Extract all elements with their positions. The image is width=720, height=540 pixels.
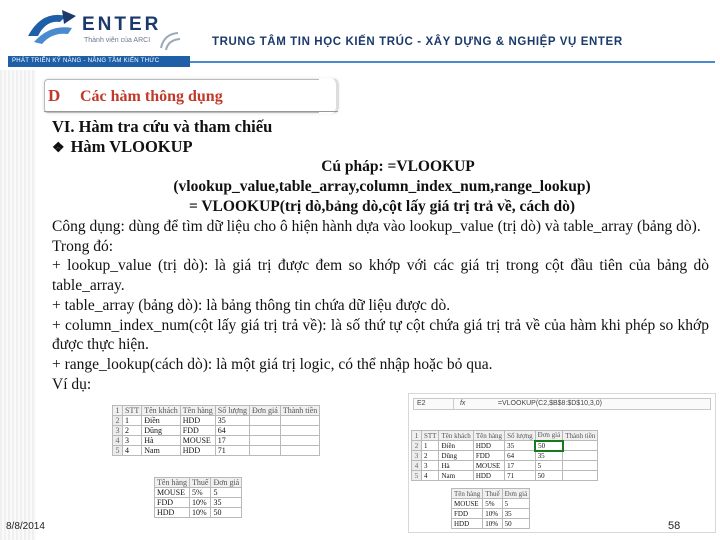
lookup-row xyxy=(452,519,530,529)
table-header-row: 1 STT Tên khách Tên hàng Số lượng Đơn giá Thành tiền xyxy=(412,431,598,441)
body-line: + table_array (bảng dò): là bảng thông tin chứa dữ liệu được dò. xyxy=(52,296,451,314)
syntax-line-3: = VLOOKUP(trị dò,bảng dò,cột lấy giá trị trả về, cách dò) xyxy=(188,198,576,215)
lookup-header-row xyxy=(155,478,242,488)
column-header: Tên hàng xyxy=(155,478,190,488)
formula-text: =VLOOKUP(C2,$B$8:$D$10,3,0) xyxy=(497,400,602,407)
table-row: 4 3 Hà MOUSE 17 xyxy=(113,436,320,446)
slide-header xyxy=(0,0,720,70)
lookup-row xyxy=(452,499,530,509)
table-cell: 3 xyxy=(123,436,142,446)
table-cell: HDD xyxy=(473,471,504,481)
table-cell: 1 xyxy=(123,416,142,426)
lookup-row xyxy=(452,509,530,519)
subheading xyxy=(52,137,193,157)
table-cell: MOUSE xyxy=(155,488,190,498)
body-line: + column_index_num(cột lấy giá trị trả về): là số thứ tự cột chứa giá trị trả về của hàm khi phép so khớp được thực hiện. xyxy=(52,316,709,354)
column-header: Thuế xyxy=(483,489,502,499)
column-header: Tên hàng xyxy=(180,406,215,416)
table-row: 2 1 Điền HDD 35 xyxy=(113,416,320,426)
column-header: Đơn giá xyxy=(250,406,281,416)
table-cell: 1 xyxy=(422,441,439,451)
table-cell: Dũng xyxy=(142,426,181,436)
table-cell: 35 xyxy=(502,509,530,519)
table-cell xyxy=(250,446,281,456)
body-text xyxy=(52,217,709,394)
table-cell xyxy=(280,426,319,436)
table-cell: 4 xyxy=(422,471,439,481)
column-header: STT xyxy=(422,431,439,441)
body-line: Trong đó: xyxy=(52,237,114,255)
lookup-header-row xyxy=(452,489,530,499)
table-cell: Hà xyxy=(439,461,473,471)
table-cell: 35 xyxy=(535,451,563,461)
heading: VI. Hàm tra cứu và tham chiếu xyxy=(52,117,273,136)
body-line: + range_lookup(cách dò): là một giá trị logic, có thể nhập hoặc bỏ qua. xyxy=(52,355,493,373)
lookup-row xyxy=(155,508,242,518)
table-cell: 2 xyxy=(422,451,439,461)
table-cell: 50 xyxy=(502,519,530,529)
table-cell: HDD xyxy=(473,441,504,451)
table-cell: 35 xyxy=(215,416,249,426)
table-cell: 10% xyxy=(483,519,502,529)
header-divider xyxy=(190,61,715,63)
syntax-line-1: Cú pháp: =VLOOKUP xyxy=(321,158,475,175)
table-cell: FDD xyxy=(180,426,215,436)
table-cell: 2 xyxy=(123,426,142,436)
table-cell: HDD xyxy=(452,519,483,529)
left-accent-stripe xyxy=(0,70,36,540)
table-cell: 5% xyxy=(190,488,211,498)
table-cell: MOUSE xyxy=(473,461,504,471)
table-cell: 50 xyxy=(535,471,563,481)
table-header-row: 1 STT Tên khách Tên hàng Số lượng Đơn giá Thành tiền xyxy=(113,406,320,416)
subheading-text: Hàm VLOOKUP xyxy=(70,137,193,156)
brand-name: ENTER xyxy=(82,14,162,35)
diamond-bullet-icon: ❖ xyxy=(52,141,65,156)
fx-icon: fx xyxy=(459,400,466,407)
table-cell: 10% xyxy=(483,509,502,519)
table-cell: 17 xyxy=(215,436,249,446)
table-cell: MOUSE xyxy=(180,436,215,446)
table-cell: 64 xyxy=(505,451,536,461)
table-cell: 35 xyxy=(505,441,536,451)
page-number: 58 xyxy=(668,520,681,532)
syntax-line-2: (vlookup_value,table_array,column_index_num,range_lookup) xyxy=(173,178,591,195)
column-header: Số lượng xyxy=(215,406,249,416)
table-cell: 5 xyxy=(535,461,563,471)
table-row: 3 2 Dũng FDD 64 xyxy=(113,426,320,436)
lookup-row xyxy=(155,498,242,508)
table-cell: Dũng xyxy=(439,451,473,461)
table-cell: 50 xyxy=(211,508,242,518)
table-cell: Nam xyxy=(439,471,473,481)
table-cell xyxy=(250,416,281,426)
table-cell: 50 xyxy=(535,441,563,451)
table-row: 5 4 Nam HDD 71 xyxy=(113,446,320,456)
table-cell xyxy=(563,441,598,451)
table-cell: 10% xyxy=(190,498,211,508)
table-cell: 10% xyxy=(190,508,211,518)
table-cell: MOUSE xyxy=(452,499,483,509)
table-cell xyxy=(280,436,319,446)
column-header: Thuế xyxy=(190,478,211,488)
table-cell: 5 xyxy=(502,499,530,509)
lookup-row xyxy=(155,488,242,498)
column-header: Tên hàng xyxy=(473,431,504,441)
table-cell: HDD xyxy=(180,446,215,456)
table-row: 5 4 Nam HDD 71 50 xyxy=(412,471,598,481)
body-line: Công dụng: dùng để tìm dữ liệu cho ô hiện hành dựa vào lookup_value (trị dò) và table_array (bảng dò). xyxy=(52,218,701,235)
column-header: STT xyxy=(123,406,142,416)
column-header: Thành tiền xyxy=(280,406,319,416)
table-cell xyxy=(563,471,598,481)
tagline-bar: PHÁT TRIỂN KỸ NĂNG - NÂNG TẦM KIẾN THỨC xyxy=(8,56,190,67)
column-header: Đơn giá xyxy=(502,489,530,499)
section-underline xyxy=(44,111,338,112)
table-cell xyxy=(280,446,319,456)
table-cell: 17 xyxy=(505,461,536,471)
table-cell: Hà xyxy=(142,436,181,446)
formula-bar xyxy=(413,398,711,410)
column-header: Đơn giá xyxy=(211,478,242,488)
table-cell: HDD xyxy=(180,416,215,426)
table-cell: 71 xyxy=(215,446,249,456)
arci-mark-icon xyxy=(158,30,184,52)
slide-date: 8/8/2014 xyxy=(6,521,45,532)
table-cell xyxy=(250,426,281,436)
table-row: 2 1 Điền HDD 35 50 xyxy=(412,441,598,451)
table-cell xyxy=(250,436,281,446)
column-header: Số lượng xyxy=(505,431,536,441)
table-cell: Điền xyxy=(439,441,473,451)
example-sheet-2 xyxy=(408,393,716,533)
section-title: Các hàm thông dụng xyxy=(80,88,223,105)
table-cell xyxy=(563,461,598,471)
table-cell: 5 xyxy=(211,488,242,498)
brand-subtitle: Thành viên của ARCI xyxy=(84,37,151,44)
column-header: Đơn giá xyxy=(535,431,563,441)
table-cell: 64 xyxy=(215,426,249,436)
table-cell: 4 xyxy=(123,446,142,456)
table-cell: FDD xyxy=(473,451,504,461)
center-name: TRUNG TÂM TIN HỌC KIẾN TRÚC - XÂY DỰNG & NGHIỆP VỤ ENTER xyxy=(212,36,623,48)
cell-reference: E2 xyxy=(414,399,454,409)
table-row: 4 3 Hà MOUSE 17 5 xyxy=(412,461,598,471)
logo-arrow-icon xyxy=(24,6,78,50)
column-header: Tên hàng xyxy=(452,489,483,499)
table-cell xyxy=(280,416,319,426)
table-cell: Điền xyxy=(142,416,181,426)
column-header: Thành tiền xyxy=(563,431,598,441)
body-line: + lookup_value (trị dò): là giá trị được đem so khớp với các giá trị trong cột đầu tiên của bảng dò table_array. xyxy=(52,257,709,295)
table-cell: 71 xyxy=(505,471,536,481)
table-cell: 5% xyxy=(483,499,502,509)
example-sheet-1 xyxy=(112,395,358,531)
table-cell: Nam xyxy=(142,446,181,456)
table-cell: HDD xyxy=(155,508,190,518)
table-cell: 35 xyxy=(211,498,242,508)
table-cell: 3 xyxy=(422,461,439,471)
body-line: Ví dụ: xyxy=(52,375,92,393)
column-header: Tên khách xyxy=(439,431,473,441)
table-cell xyxy=(563,451,598,461)
enter-logo xyxy=(8,4,188,56)
table-cell: FDD xyxy=(155,498,190,508)
column-header: Tên khách xyxy=(142,406,181,416)
section-letter: D xyxy=(48,86,61,105)
table-cell: FDD xyxy=(452,509,483,519)
table-row: 3 2 Dũng FDD 64 35 xyxy=(412,451,598,461)
